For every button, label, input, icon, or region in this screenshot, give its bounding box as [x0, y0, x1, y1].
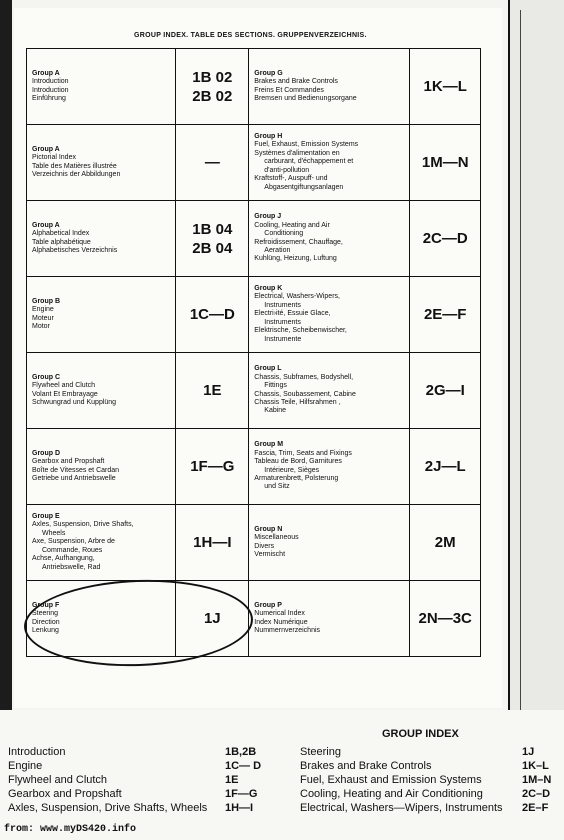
group-description-line: Achse, Aufhangung, — [32, 555, 95, 563]
right-group-cell — [249, 125, 410, 201]
group-label: Group E — [32, 513, 60, 521]
group-description-line: Volant Et Embrayage — [32, 390, 98, 398]
bottom-index-title: GROUP INDEX — [382, 728, 459, 740]
group-description-line: Systèmes d'alimentation en — [254, 149, 340, 157]
bottom-index-code: 1J — [522, 746, 535, 758]
group-description-line: Table des Matières illustrée — [32, 162, 117, 170]
group-description-line: Divers — [254, 542, 275, 550]
left-group-cell — [27, 277, 176, 353]
right-fiche-code: 2E—F — [410, 277, 481, 353]
group-description-line: Engine — [32, 306, 54, 314]
group-label: Group D — [32, 449, 60, 457]
group-description-line: Electri›ité, Essuie Glace, — [254, 310, 331, 318]
right-group-cell — [249, 429, 410, 505]
group-description-line: Chassis Teile, Hilfsrahmen , — [254, 398, 341, 406]
group-description-line: Antriebswelle, Rad — [42, 563, 101, 571]
group-description-line: Chassis, Soubassement, Cabine — [254, 390, 356, 398]
index-row — [27, 125, 481, 201]
bottom-index-code: 1M–N — [522, 774, 552, 786]
index-row — [27, 505, 481, 581]
group-description-line: Intérieure, Sièges — [264, 466, 320, 474]
group-description-line: Axles, Suspension, Drive Shafts, — [32, 521, 134, 529]
bottom-index-label: Gearbox and Propshaft — [8, 788, 122, 800]
group-description-line: Kraftstoff-, Auspuff- und — [254, 175, 328, 183]
right-fiche-code: 2J—L — [410, 429, 481, 505]
bottom-index-label: Steering — [300, 746, 341, 758]
index-row — [27, 49, 481, 125]
group-description-line: Fittings — [264, 382, 287, 390]
group-description-line: Brakes and Brake Controls — [254, 78, 338, 86]
bottom-index-code: 1F—G — [225, 788, 258, 800]
group-description-line: Einführung — [32, 94, 66, 102]
index-row — [27, 429, 481, 505]
bottom-index-code: 1C— D — [225, 760, 262, 772]
bottom-index-label: Fuel, Exhaust and Emission Systems — [300, 774, 482, 786]
group-description-line: Aeration — [264, 246, 291, 254]
bottom-index-code: 1B,2B — [225, 746, 257, 758]
group-description-line: Electrical, Washers-Wipers, — [254, 293, 340, 301]
group-label: Group A — [32, 69, 60, 77]
bottom-index-code: 2E–F — [522, 802, 549, 814]
bottom-index-label: Introduction — [8, 746, 66, 758]
group-description-line: Introduction — [32, 78, 69, 86]
bottom-index-code: 1H—I — [225, 802, 254, 814]
bottom-index-label: Electrical, Washers—Wipers, Instruments — [300, 802, 503, 814]
left-fiche-code: 1B 02 2B 02 — [176, 49, 249, 125]
group-description-line: Verzeichnis der Abbildungen — [32, 170, 121, 178]
bottom-index-code: 1E — [225, 774, 239, 786]
group-description-line: Numerical Index — [254, 610, 305, 618]
bottom-index-right-codes — [522, 745, 551, 815]
group-description-line: Schwungrad und Kupplüng — [32, 398, 117, 406]
right-group-cell — [249, 277, 410, 353]
right-group-cell — [249, 353, 410, 429]
group-label: Group L — [254, 365, 282, 373]
index-row — [27, 581, 481, 657]
left-group-cell — [27, 201, 176, 277]
group-description-line: Wheels — [42, 529, 66, 537]
group-description-line: Miscellaneous — [254, 534, 299, 542]
bottom-index-left-column — [8, 745, 207, 815]
group-description-line: Kuhlüng, Heizung, Luftung — [254, 255, 337, 263]
left-fiche-code: 1J — [176, 581, 249, 657]
right-fiche-code: 1K—L — [410, 49, 481, 125]
right-group-cell — [249, 49, 410, 125]
group-description-line: Introduction — [32, 86, 69, 94]
group-description-line: Gearbox and Propshaft — [32, 458, 105, 466]
group-description-line: Alphabetical Index — [32, 230, 90, 238]
group-description-line: d'anti-pollution — [264, 166, 310, 174]
left-fiche-code: 1C—D — [176, 277, 249, 353]
left-fiche-code: 1E — [176, 353, 249, 429]
group-description-line: Motor — [32, 322, 50, 330]
group-description-line: Vermischt — [254, 550, 286, 558]
group-description-line: Fuel, Exhaust, Emission Systems — [254, 141, 359, 149]
group-description-line: Moteur — [32, 314, 54, 322]
group-description-line: Flywheel and Clutch — [32, 382, 96, 390]
left-group-cell — [27, 49, 176, 125]
group-description-line: Refroidissement, Chauffage, — [254, 238, 343, 246]
group-description-line: Table alphabétique — [32, 238, 91, 246]
left-fiche-code: 1H—I — [176, 505, 249, 581]
group-label: Group K — [254, 285, 283, 293]
group-description-line: carburant, d'échappement et — [264, 158, 354, 166]
group-description-line: Alphabetisches Verzeichnis — [32, 246, 118, 254]
group-description-line: Direction — [32, 618, 60, 626]
source-footer: from: www.myDS420.info — [4, 824, 137, 835]
right-group-cell — [249, 201, 410, 277]
right-fiche-code: 1M—N — [410, 125, 481, 201]
group-description-line: Tableau de Bord, Garnitures — [254, 458, 342, 466]
group-description-line: Instruments — [264, 301, 301, 309]
group-label: Group B — [32, 297, 60, 305]
bottom-index-label: Flywheel and Clutch — [8, 774, 108, 786]
group-description-line: Freins Et Commandes — [254, 86, 324, 94]
group-description-line: Abgasentgiftungsanlagen — [264, 183, 344, 191]
group-description-line: Axe, Suspension, Arbre de — [32, 538, 115, 546]
group-description-line: Instruments — [264, 318, 301, 326]
right-group-cell — [249, 505, 410, 581]
group-label: Group A — [32, 221, 60, 229]
left-group-cell — [27, 581, 176, 657]
group-label: Group A — [32, 145, 60, 153]
group-description-line: Conditioning — [264, 230, 304, 238]
group-label: Group C — [32, 373, 60, 381]
index-row — [27, 277, 481, 353]
group-description-line: Index Numérique — [254, 618, 308, 626]
left-fiche-code: — — [176, 125, 249, 201]
right-fiche-code: 2M — [410, 505, 481, 581]
group-description-line: Getriebe und Antriebswelle — [32, 474, 116, 482]
group-description-line: Lenkung — [32, 626, 59, 634]
group-label: Group M — [254, 441, 284, 449]
group-label: Group G — [254, 69, 283, 77]
left-fiche-code: 1F—G — [176, 429, 249, 505]
right-group-cell — [249, 581, 410, 657]
group-label: Group H — [254, 133, 283, 141]
left-group-cell — [27, 353, 176, 429]
bottom-index-code: 2C–D — [522, 788, 551, 800]
bottom-index-label: Axles, Suspension, Drive Shafts, Wheels — [8, 802, 208, 814]
left-fiche-code: 1B 04 2B 04 — [176, 201, 249, 277]
group-index-table — [26, 48, 481, 657]
group-description-line: Commande, Roues — [42, 546, 103, 554]
group-description-line: Nummernverzeichnis — [254, 626, 321, 634]
group-description-line: Bremsen und Bedienungsorgane — [254, 94, 357, 102]
group-description-line: Fascia, Trim, Seats and Fixings — [254, 449, 352, 457]
group-description-line: Elektrische, Scheibenwischer, — [254, 327, 347, 335]
right-fiche-code: 2N—3C — [410, 581, 481, 657]
group-label: Group N — [254, 525, 283, 533]
group-description-line: Steering — [32, 610, 59, 618]
bottom-index-code: 1K–L — [522, 760, 549, 772]
bottom-index-label: Cooling, Heating and Air Conditioning — [300, 788, 483, 800]
bottom-index-left-codes — [225, 745, 261, 815]
right-fiche-code: 2G—I — [410, 353, 481, 429]
right-fiche-code: 2C—D — [410, 201, 481, 277]
group-description-line: Kabine — [264, 407, 287, 415]
left-group-cell — [27, 125, 176, 201]
group-description-line: Cooling, Heating and Air — [254, 221, 330, 229]
page-header: GROUP INDEX. TABLE DES SECTIONS. GRUPPENVERZEICHNIS. — [134, 32, 367, 39]
left-group-cell — [27, 429, 176, 505]
index-row — [27, 201, 481, 277]
group-description-line: Chassis, Subframes, Bodyshell, — [254, 373, 354, 381]
bottom-index-label: Brakes and Brake Controls — [300, 760, 432, 772]
group-label: Group J — [254, 213, 282, 221]
bottom-group-index — [0, 710, 564, 840]
index-row — [27, 353, 481, 429]
group-label: Group P — [254, 601, 282, 609]
group-description-line: und Sitz — [264, 483, 290, 491]
bottom-index-label: Engine — [8, 760, 43, 772]
bottom-index-right-column — [300, 745, 503, 815]
group-description-line: Instrumente — [264, 335, 302, 343]
group-description-line: Boîte de Vitesses et Cardan — [32, 466, 120, 474]
group-label: Group F — [32, 601, 60, 609]
left-group-cell — [27, 505, 176, 581]
group-description-line: Pictorial Index — [32, 154, 76, 162]
group-description-line: Armaturenbrett, Polsterung — [254, 474, 339, 482]
